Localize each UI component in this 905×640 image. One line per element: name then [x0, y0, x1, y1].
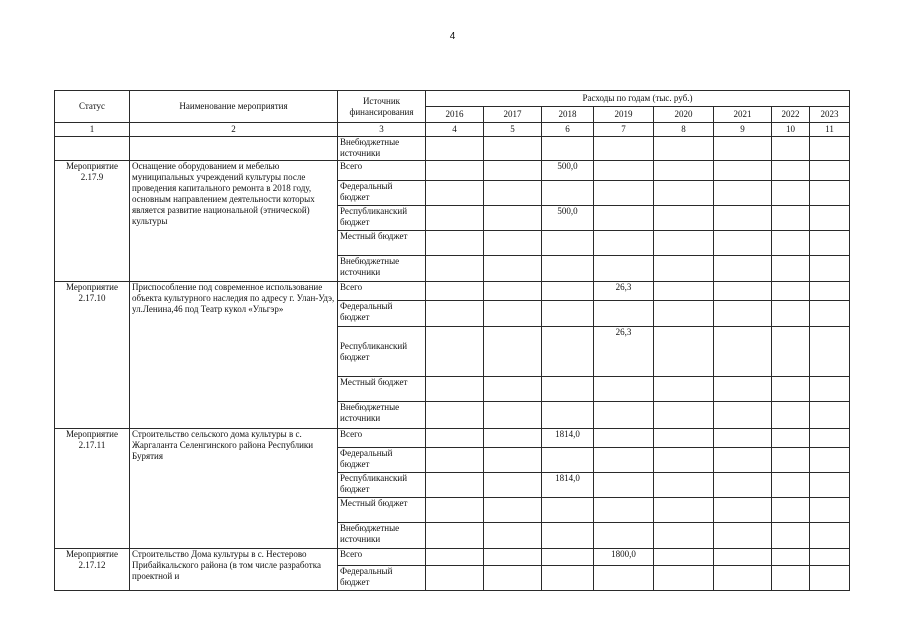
column-number: 3 [338, 123, 426, 137]
value-cell [484, 448, 542, 473]
value-cell [714, 161, 772, 181]
column-number: 7 [594, 123, 654, 137]
value-cell [484, 377, 542, 402]
source-cell: Внебюджетные источники [338, 523, 426, 549]
event-name-cell: Строительство сельского дома культуры в с. Жаргаланта Селенгинского района Республики Бурятия [130, 429, 338, 549]
column-number: 10 [772, 123, 810, 137]
value-cell [426, 137, 484, 161]
value-cell [810, 256, 850, 282]
value-cell [714, 448, 772, 473]
value-cell [484, 231, 542, 256]
value-cell [714, 327, 772, 377]
value-cell [594, 137, 654, 161]
value-cell [714, 498, 772, 523]
value-cell [772, 402, 810, 429]
value-cell [542, 256, 594, 282]
value-cell [484, 473, 542, 498]
status-cell: Мероприятие 2.17.10 [55, 282, 130, 429]
source-cell: Федеральный бюджет [338, 448, 426, 473]
value-cell [654, 566, 714, 591]
table-row [55, 282, 850, 301]
value-cell [542, 327, 594, 377]
event-name-cell: Оснащение оборудованием и мебелью муниципальных учреждений культуры после проведения капитального ремонта в 2018 году, основным направлением деятельности которых является развитие национальной (этнической) культуры [130, 161, 338, 282]
table-row [55, 161, 850, 181]
value-cell [810, 523, 850, 549]
value-cell [484, 137, 542, 161]
value-cell [772, 429, 810, 448]
value-cell [654, 473, 714, 498]
value-cell [542, 549, 594, 566]
source-cell: Всего [338, 549, 426, 566]
value-cell [654, 498, 714, 523]
header-name: Наименование мероприятия [130, 91, 338, 123]
value-cell [426, 327, 484, 377]
value-cell [594, 566, 654, 591]
value-cell [594, 231, 654, 256]
header-year: 2016 [426, 107, 484, 123]
value-cell [772, 549, 810, 566]
value-cell [426, 161, 484, 181]
value-cell [714, 549, 772, 566]
value-cell [426, 498, 484, 523]
event-name-cell [130, 137, 338, 161]
source-cell: Местный бюджет [338, 498, 426, 523]
value-cell [714, 256, 772, 282]
source-cell: Внебюджетные источники [338, 402, 426, 429]
value-cell [810, 161, 850, 181]
value-cell [772, 301, 810, 327]
value-cell: 1814,0 [542, 429, 594, 448]
value-cell [484, 161, 542, 181]
value-cell [426, 473, 484, 498]
column-number: 6 [542, 123, 594, 137]
source-cell: Федеральный бюджет [338, 301, 426, 327]
value-cell [484, 566, 542, 591]
status-cell: Мероприятие 2.17.9 [55, 161, 130, 282]
value-cell [594, 429, 654, 448]
value-cell [426, 301, 484, 327]
source-cell: Внебюджетные источники [338, 137, 426, 161]
value-cell [426, 181, 484, 206]
value-cell [654, 256, 714, 282]
value-cell [810, 377, 850, 402]
value-cell [810, 448, 850, 473]
value-cell [542, 377, 594, 402]
value-cell [714, 301, 772, 327]
value-cell [542, 448, 594, 473]
value-cell [484, 429, 542, 448]
value-cell [810, 206, 850, 231]
value-cell [594, 498, 654, 523]
source-cell: Местный бюджет [338, 377, 426, 402]
value-cell [426, 549, 484, 566]
value-cell [484, 301, 542, 327]
value-cell [426, 402, 484, 429]
value-cell: 1800,0 [594, 549, 654, 566]
header-year: 2021 [714, 107, 772, 123]
value-cell [772, 137, 810, 161]
value-cell [594, 448, 654, 473]
value-cell [426, 429, 484, 448]
source-cell: Всего [338, 161, 426, 181]
value-cell [772, 231, 810, 256]
value-cell [426, 282, 484, 301]
value-cell [594, 523, 654, 549]
value-cell [654, 402, 714, 429]
value-cell: 500,0 [542, 161, 594, 181]
header-expenses: Расходы по годам (тыс. руб.) [426, 91, 850, 107]
value-cell [714, 402, 772, 429]
value-cell: 1814,0 [542, 473, 594, 498]
value-cell [594, 161, 654, 181]
value-cell [714, 181, 772, 206]
value-cell: 26,3 [594, 282, 654, 301]
source-cell: Всего [338, 429, 426, 448]
status-cell [55, 137, 130, 161]
value-cell [484, 282, 542, 301]
value-cell [654, 327, 714, 377]
value-cell [484, 523, 542, 549]
value-cell [542, 181, 594, 206]
value-cell [654, 549, 714, 566]
value-cell [810, 498, 850, 523]
event-name-cell: Приспособление под современное использование объекта культурного наследия по адресу г. Улан-Удэ, ул.Ленина,46 под Театр кукол «Ульгэр» [130, 282, 338, 429]
value-cell [714, 523, 772, 549]
value-cell [426, 448, 484, 473]
value-cell [426, 206, 484, 231]
value-cell [714, 429, 772, 448]
source-cell: Республиканский бюджет [338, 473, 426, 498]
value-cell [654, 448, 714, 473]
value-cell [772, 181, 810, 206]
column-number: 9 [714, 123, 772, 137]
value-cell [484, 327, 542, 377]
value-cell [810, 137, 850, 161]
header-year: 2022 [772, 107, 810, 123]
value-cell [810, 566, 850, 591]
column-number: 4 [426, 123, 484, 137]
table-body [55, 137, 850, 591]
value-cell [714, 206, 772, 231]
value-cell [810, 549, 850, 566]
value-cell [484, 256, 542, 282]
value-cell [772, 498, 810, 523]
value-cell [810, 181, 850, 206]
value-cell [654, 181, 714, 206]
value-cell [714, 282, 772, 301]
source-cell: Республиканский бюджет [338, 206, 426, 231]
column-number: 1 [55, 123, 130, 137]
table-row [55, 429, 850, 448]
value-cell [542, 231, 594, 256]
value-cell [654, 523, 714, 549]
page-number: 4 [449, 31, 456, 42]
value-cell [772, 161, 810, 181]
status-cell: Мероприятие 2.17.12 [55, 549, 130, 591]
value-cell [714, 377, 772, 402]
value-cell [426, 377, 484, 402]
value-cell [810, 231, 850, 256]
value-cell [542, 137, 594, 161]
value-cell [484, 549, 542, 566]
value-cell [714, 137, 772, 161]
source-cell: Федеральный бюджет [338, 566, 426, 591]
value-cell [594, 402, 654, 429]
header-year: 2019 [594, 107, 654, 123]
value-cell [810, 301, 850, 327]
value-cell [484, 402, 542, 429]
carry-over-row [55, 137, 850, 161]
value-cell [714, 473, 772, 498]
value-cell [542, 301, 594, 327]
value-cell [594, 256, 654, 282]
value-cell [810, 473, 850, 498]
value-cell: 500,0 [542, 206, 594, 231]
value-cell [542, 566, 594, 591]
source-cell: Внебюджетные источники [338, 256, 426, 282]
header-status: Статус [55, 91, 130, 123]
value-cell [594, 301, 654, 327]
value-cell [654, 161, 714, 181]
column-number-row [55, 123, 850, 137]
value-cell [810, 429, 850, 448]
value-cell [772, 327, 810, 377]
value-cell [714, 231, 772, 256]
header-year: 2017 [484, 107, 542, 123]
table-row [55, 549, 850, 566]
value-cell: 26,3 [594, 327, 654, 377]
value-cell [810, 282, 850, 301]
value-cell [426, 523, 484, 549]
value-cell [542, 402, 594, 429]
header-year: 2023 [810, 107, 850, 123]
column-number: 8 [654, 123, 714, 137]
column-number: 5 [484, 123, 542, 137]
header-year: 2018 [542, 107, 594, 123]
source-cell: Федеральный бюджет [338, 181, 426, 206]
status-cell: Мероприятие 2.17.11 [55, 429, 130, 549]
value-cell [594, 206, 654, 231]
source-cell: Республиканский бюджет [338, 327, 426, 377]
value-cell [772, 566, 810, 591]
header-year: 2020 [654, 107, 714, 123]
value-cell [772, 523, 810, 549]
column-number: 11 [810, 123, 850, 137]
value-cell [772, 282, 810, 301]
value-cell [594, 473, 654, 498]
value-cell [654, 377, 714, 402]
value-cell [654, 137, 714, 161]
event-name-cell: Строительство Дома культуры в с. Нестерово Прибайкальского района (в том числе разработка проектной и [130, 549, 338, 591]
value-cell [772, 377, 810, 402]
value-cell [426, 566, 484, 591]
value-cell [484, 181, 542, 206]
value-cell [772, 206, 810, 231]
value-cell [772, 256, 810, 282]
budget-table [54, 90, 850, 591]
value-cell [654, 231, 714, 256]
value-cell [484, 206, 542, 231]
value-cell [810, 327, 850, 377]
source-cell: Всего [338, 282, 426, 301]
column-number: 2 [130, 123, 338, 137]
value-cell [654, 429, 714, 448]
value-cell [772, 448, 810, 473]
value-cell [594, 377, 654, 402]
value-cell [426, 231, 484, 256]
value-cell [654, 282, 714, 301]
value-cell [810, 402, 850, 429]
source-cell: Местный бюджет [338, 231, 426, 256]
value-cell [484, 498, 542, 523]
value-cell [714, 566, 772, 591]
value-cell [772, 473, 810, 498]
value-cell [594, 181, 654, 206]
value-cell [426, 256, 484, 282]
value-cell [654, 206, 714, 231]
value-cell [654, 301, 714, 327]
value-cell [542, 523, 594, 549]
value-cell [542, 498, 594, 523]
value-cell [542, 282, 594, 301]
header-source: Источник финансирования [338, 91, 426, 123]
